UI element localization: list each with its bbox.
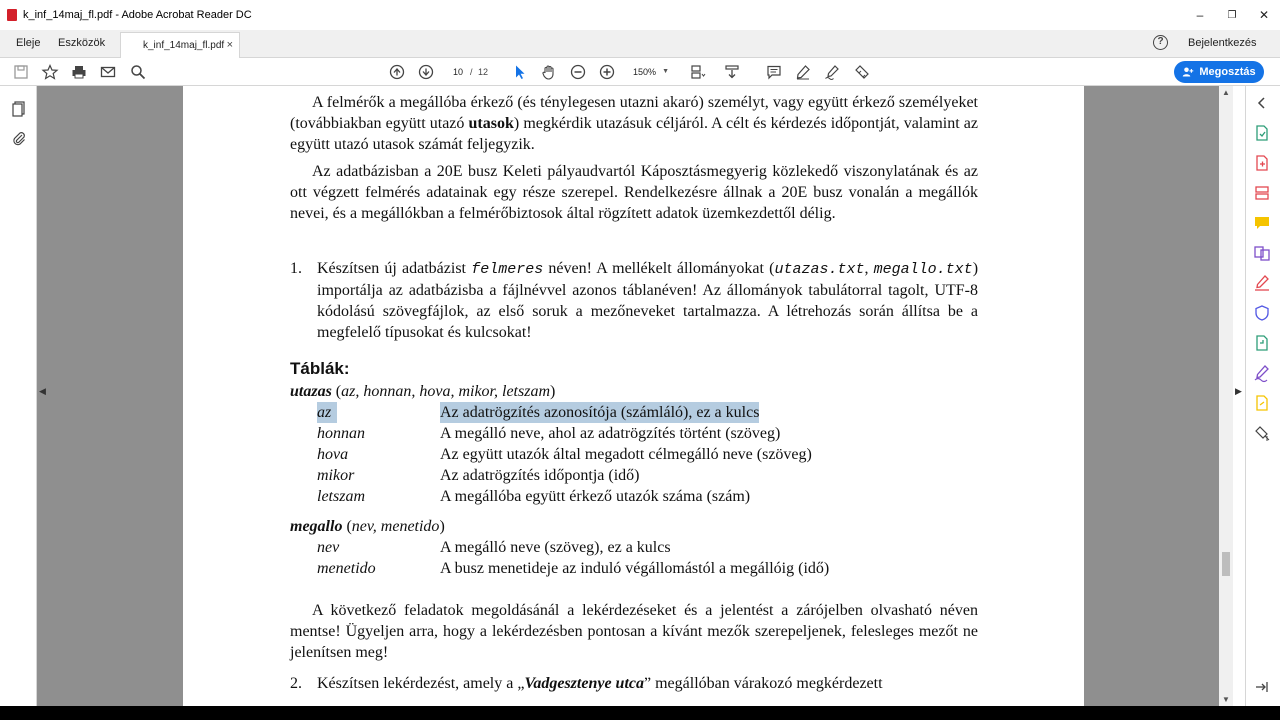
hand-tool-icon[interactable] — [539, 62, 559, 82]
table-fields: nev, menetido — [351, 518, 440, 535]
table-utazas-schema — [290, 381, 978, 402]
previous-page-icon[interactable] — [387, 62, 407, 82]
fill-sign-icon[interactable] — [1253, 274, 1271, 292]
paragraph-database: Az adatbázisban a 20E busz Keleti pályaudvartól Káposztásmegyerig közlekedő viszonylatának és az ott végzett felmérés adatainak egy része szerepel. Rendelkezésre állnak a 20E busz vonalán a megállók nevei, és a megállókban a felmérőbiztosok által rögzített adatok üzemkezdettől délig. — [290, 163, 978, 222]
toolbar — [0, 58, 1280, 86]
tools-icon[interactable] — [852, 62, 872, 82]
field-desc: A megálló neve, ahol az adatrögzítés történt (szöveg) — [440, 425, 781, 442]
field-name: mikor — [317, 467, 355, 484]
stop-name: Vadgesztenye utca — [524, 675, 644, 692]
comment-icon[interactable] — [764, 62, 784, 82]
comment-tool-icon[interactable] — [1253, 214, 1271, 232]
task-number: 1. — [290, 260, 302, 277]
field-name: menetido — [317, 560, 376, 577]
tables-heading: Táblák: — [290, 359, 350, 378]
table-name: megallo — [290, 518, 343, 535]
more-tools-icon[interactable] — [1253, 424, 1271, 442]
highlight-pen-icon[interactable] — [793, 62, 813, 82]
title-bar — [0, 0, 1280, 30]
vertical-scrollbar[interactable] — [1219, 86, 1233, 706]
close-tab-icon[interactable]: × — [226, 39, 233, 51]
share-button[interactable] — [1174, 61, 1264, 83]
field-desc: A megállóba együtt érkező utazók száma (szám) — [440, 488, 751, 505]
scroll-up-icon[interactable]: ▲ — [1222, 88, 1230, 97]
field-desc: Az adatrögzítés azonosítója (számláló), ez a kulcs — [440, 404, 760, 421]
maximize-button[interactable]: ❐ — [1227, 9, 1237, 21]
task-text-c: ) importálja az adatbázisba a fájlnévvel azonos táblanéven! Az állományok tabulátorral tagolt, UTF-8 kódolású szövegfájlok, az első soruk a mezőneveket tartalmazza. A létrehozás során állítsa be a megfelelő típusokat és kulcsokat! — [317, 260, 979, 341]
user-add-icon — [1182, 66, 1194, 78]
share-file-icon[interactable] — [1253, 394, 1271, 412]
tab-tools[interactable]: Eszközök — [58, 37, 106, 49]
table-name: utazas — [290, 383, 332, 400]
field-name: nev — [317, 539, 340, 556]
window-title: k_inf_14maj_fl.pdf - Adobe Acrobat Reader DC — [23, 9, 252, 21]
pages-thumbnail-icon[interactable] — [10, 100, 28, 118]
paren-open: ( — [342, 518, 352, 535]
task-text-a: Készítsen lekérdezést, amely a „ — [317, 675, 525, 692]
acrobat-app-icon — [7, 9, 17, 21]
paragraph-text: A felmérők a megállóba érkező (és ténylegesen utazni akaró) személyt, vagy együtt érkező személyeket (továbbiakban együtt utazó — [290, 94, 978, 132]
page-number-input[interactable]: 10 — [452, 67, 463, 77]
field-desc: Az adatrögzítés időpontja (idő) — [440, 467, 640, 484]
print-icon[interactable] — [69, 62, 89, 82]
select-cursor-icon[interactable] — [510, 62, 530, 82]
document-tab-label: k_inf_14maj_fl.pdf — [143, 40, 225, 51]
help-icon[interactable]: ? — [1153, 35, 1168, 50]
task-text-a: Készítsen új adatbázist — [317, 260, 466, 277]
collapse-left-panel-icon[interactable]: ◀ — [39, 386, 46, 396]
zoom-caret-icon: ▼ — [662, 68, 669, 75]
task-text — [317, 673, 978, 694]
tab-bar — [0, 30, 1280, 58]
expand-panel-icon[interactable] — [1253, 678, 1271, 696]
sign-icon[interactable] — [1253, 364, 1271, 382]
scroll-thumb[interactable] — [1222, 552, 1230, 576]
comma: , — [864, 260, 869, 277]
combine-files-icon[interactable] — [1253, 244, 1271, 262]
document-viewport[interactable] — [37, 86, 1242, 706]
tab-document[interactable] — [120, 32, 240, 59]
scroll-down-icon[interactable]: ▼ — [1222, 695, 1230, 704]
next-page-icon[interactable] — [416, 62, 436, 82]
paren-open: ( — [331, 383, 342, 400]
field-name: letszam — [317, 488, 365, 505]
task-text — [317, 258, 978, 343]
edit-pdf-icon[interactable] — [1253, 184, 1271, 202]
save-icon[interactable] — [11, 62, 31, 82]
field-row — [290, 423, 978, 444]
collapse-right-panel-icon[interactable]: ▶ — [1235, 386, 1242, 396]
table-megallo-schema — [290, 516, 978, 537]
search-icon[interactable] — [128, 62, 148, 82]
pdf-page — [183, 86, 1084, 726]
field-row — [290, 444, 978, 465]
paragraph-surveyors — [290, 92, 978, 155]
tab-home[interactable]: Eleje — [16, 37, 41, 49]
field-name: honnan — [317, 425, 365, 442]
minimize-button[interactable]: – — [1196, 8, 1204, 22]
send-for-review-icon[interactable] — [1253, 334, 1271, 352]
field-desc: A megálló neve (szöveg), ez a kulcs — [440, 539, 671, 556]
field-row — [290, 558, 978, 579]
share-label: Megosztás — [1199, 66, 1256, 78]
task-number: 2. — [290, 675, 302, 692]
collapse-panel-icon[interactable] — [1253, 94, 1271, 112]
file-megallo: megallo.txt — [873, 261, 973, 278]
paragraph-instructions: A következő feladatok megoldásánál a lekérdezéseket és a jelentést a zárójelben olvasható néven mentse! Ügyeljen arra, hogy a lekérdezésben pontosan a kívánt mezők szerepeljenek, felesleges mezőt ne jelenítsen meg! — [290, 602, 978, 661]
protect-icon[interactable] — [1253, 304, 1271, 322]
zoom-level-select[interactable] — [629, 64, 673, 80]
paragraph-text-end: ) megkérdik utazásuk céljáról. A célt és kérdezés időpontját, valamint az együtt utazó utasok számát feljegyzik. — [290, 115, 979, 153]
mail-icon[interactable] — [98, 62, 118, 82]
export-pdf-icon[interactable] — [1253, 124, 1271, 142]
left-navigation-rail — [0, 86, 37, 706]
close-window-button[interactable]: ✕ — [1258, 8, 1270, 22]
task-text-b: néven! A mellékelt állományokat ( — [548, 260, 775, 277]
page-total: 12 — [478, 67, 489, 77]
page-layout-icon[interactable] — [688, 62, 708, 82]
db-name: felmeres — [471, 261, 544, 278]
star-icon[interactable] — [40, 62, 60, 82]
field-name: hova — [317, 446, 349, 463]
zoom-in-icon[interactable] — [597, 62, 617, 82]
file-utazas: utazas.txt — [774, 261, 865, 278]
right-tools-rail — [1245, 86, 1280, 706]
create-pdf-icon[interactable] — [1253, 154, 1271, 172]
scroll-mode-icon[interactable] — [722, 62, 742, 82]
field-name: az — [317, 402, 337, 423]
page-separator: / — [470, 67, 473, 77]
taskbar-strip — [0, 706, 1280, 720]
bold-term: utasok — [468, 115, 514, 132]
field-desc: A busz menetideje az induló végállomástól a megállóig (idő) — [440, 560, 830, 577]
attachment-icon[interactable] — [10, 130, 28, 148]
field-row — [290, 402, 978, 423]
table-fields: az, honnan, hova, mikor, letszam — [341, 383, 551, 400]
field-row — [290, 537, 978, 558]
field-row — [290, 465, 978, 486]
paren-close: ) — [439, 518, 445, 535]
task-text-b: ” megállóban várakozó megkérdezett — [644, 675, 883, 692]
zoom-out-icon[interactable] — [568, 62, 588, 82]
login-link[interactable]: Bejelentkezés — [1188, 37, 1257, 49]
paren-close: ) — [550, 383, 556, 400]
field-desc: Az együtt utazók által megadott célmegálló neve (szöveg) — [440, 446, 812, 463]
zoom-level-value: 150% — [633, 67, 657, 77]
draw-sign-icon[interactable] — [822, 62, 842, 82]
field-row — [290, 486, 978, 507]
